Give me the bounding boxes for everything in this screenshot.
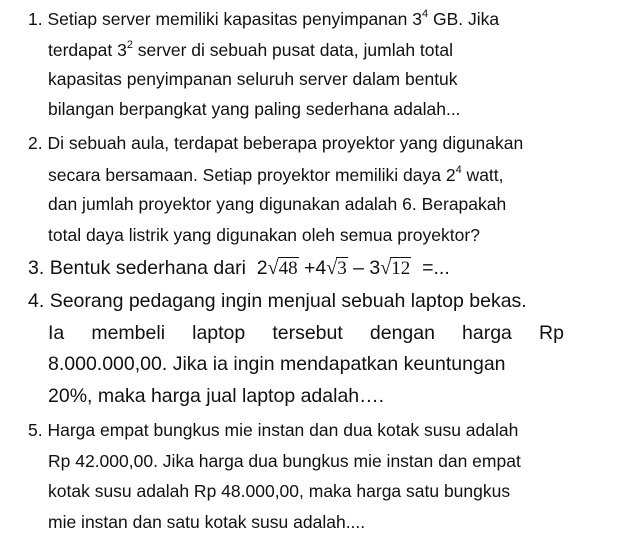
sqrt-symbol: √	[326, 257, 338, 279]
q3-radicand: 12	[391, 258, 411, 279]
q3-tail: =...	[422, 257, 450, 279]
q4-word: harga	[462, 322, 512, 344]
q5-text: Harga empat bungkus mie instan dan dua kotak susu adalah	[47, 420, 519, 440]
q4-line4: 20%, maka harga jual laptop adalah….	[48, 385, 385, 407]
q2-exponent: 4	[455, 164, 462, 176]
q1-exponent: 4	[421, 8, 429, 20]
q5-line1	[28, 420, 518, 441]
q4-word: membeli	[91, 322, 166, 344]
q1-text: Setiap server memiliki kapasitas penyimpanan 3	[47, 9, 422, 29]
q5-line3: kotak susu adalah Rp 48.000,00, maka harga satu bungkus	[48, 481, 511, 501]
q4-word: dengan	[369, 322, 435, 344]
q4-line1	[28, 290, 527, 313]
q2-text: watt,	[461, 165, 504, 185]
q1-line1	[28, 8, 499, 30]
q4-line3: 8.000.000,00. Jika ia ingin mendapatkan keuntungan	[48, 353, 506, 375]
q4-number: 4.	[28, 290, 45, 312]
q5-line2: Rp 42.000,00. Jika harga dua bungkus mie instan dan empat	[48, 451, 521, 471]
q2-line1	[28, 133, 523, 154]
q4-word: Ia	[48, 322, 65, 344]
q1-text: terdapat 3	[48, 40, 127, 60]
q3-number: 3.	[28, 257, 45, 279]
q2-line3: dan jumlah proyektor yang digunakan adalah 6. Berapakah	[48, 194, 507, 214]
q4-line2	[48, 322, 564, 345]
q3-operator: +4	[304, 257, 327, 279]
q2-text: secara bersamaan. Setiap proyektor memiliki daya 2	[48, 165, 456, 185]
q1-line3: kapasitas penyimpanan seluruh server dalam bentuk	[48, 69, 458, 89]
q1-text: server di sebuah pusat data, jumlah total	[132, 40, 453, 60]
q4-word: laptop	[192, 322, 246, 344]
q1-text: GB. Jika	[428, 9, 500, 29]
q1-line4: bilangan berpangkat yang paling sederhana adalah...	[48, 99, 461, 119]
q3-operator: – 3	[353, 257, 381, 279]
q2-line4: total daya listrik yang digunakan oleh semua proyektor?	[48, 225, 480, 245]
q1-line2	[48, 39, 453, 61]
q2-number: 2.	[28, 133, 43, 153]
q5-number: 5.	[28, 420, 43, 440]
sqrt-symbol: √	[380, 257, 392, 279]
q2-line2	[48, 164, 504, 186]
q4-word: tersebut	[272, 322, 343, 344]
q2-text: Di sebuah aula, terdapat beberapa proyektor yang digunakan	[47, 133, 524, 153]
q4-word: Rp	[538, 322, 564, 344]
q1-number: 1.	[28, 9, 43, 29]
q3-coefficient: 2	[256, 257, 268, 279]
q1-exponent: 2	[126, 39, 133, 51]
q3-text: Bentuk sederhana dari	[49, 257, 246, 279]
sqrt-symbol: √	[267, 257, 279, 279]
q5-line4: mie instan dan satu kotak susu adalah....	[48, 512, 366, 532]
q3-line1	[28, 257, 450, 280]
q4-text: Seorang pedagang ingin menjual sebuah laptop bekas.	[49, 290, 527, 312]
q3-radicand: 3	[337, 258, 347, 279]
q3-radicand: 48	[278, 258, 298, 279]
